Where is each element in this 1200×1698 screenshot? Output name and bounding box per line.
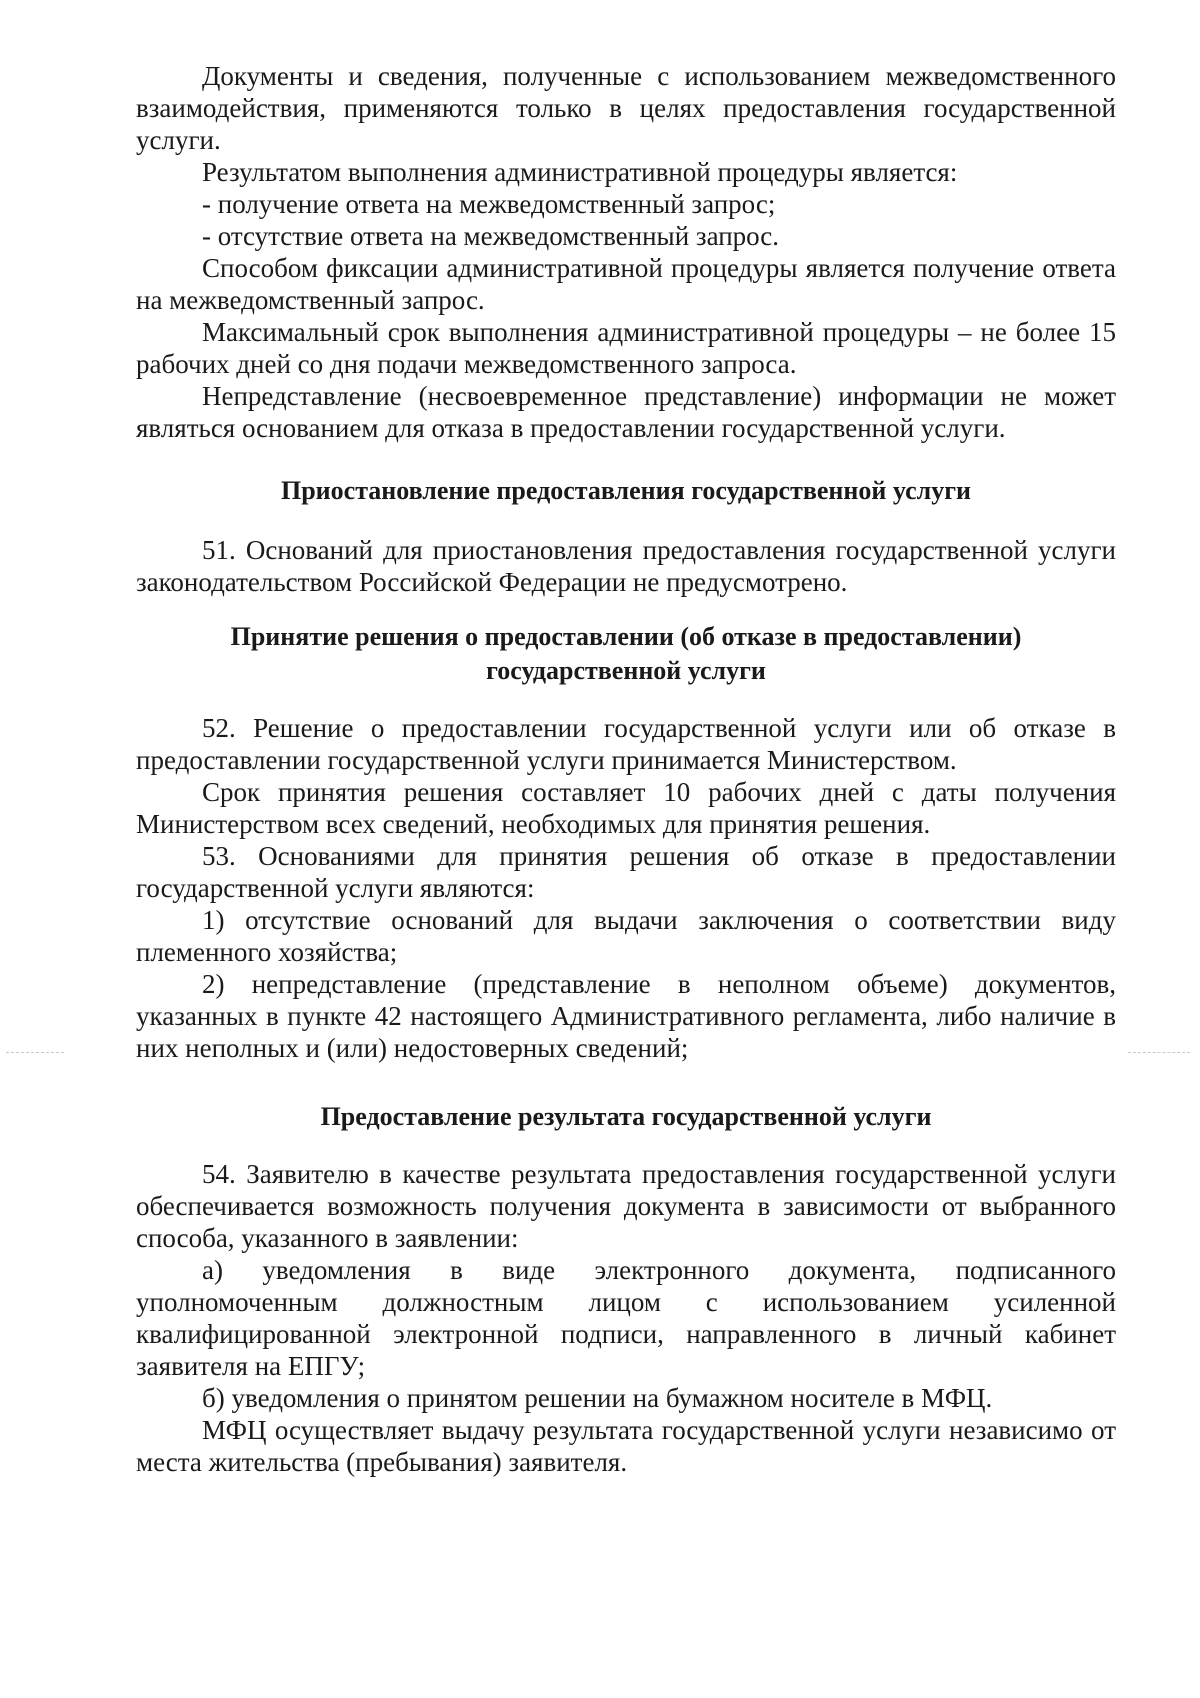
paragraph: 51. Оснований для приостановления предоставления государственной услуги законодательством Российской Федерации не предусмотрено. <box>136 535 1116 597</box>
result-block <box>136 1158 1116 1478</box>
section-heading: Принятие решения о предоставлении (об отказе в предоставлении) <box>230 622 1022 651</box>
paragraph: Результатом выполнения административной процедуры является: <box>202 157 958 187</box>
paragraph: 52. Решение о предоставлении государственной услуги или об отказе в предоставлении государственной услуги принимается Министерством. <box>136 713 1116 775</box>
paragraph: Срок принятия решения составляет 10 рабочих дней с даты получения Министерством всех сведений, необходимых для принятия решения. <box>136 777 1116 839</box>
section-heading: государственной услуги <box>486 656 766 685</box>
intro-block <box>136 60 1116 444</box>
list-item: 2) непредставление (представление в неполном объеме) документов, указанных в пункте 42 настоящего Административного регламента, либо наличие в них неполных и (или) недостоверных сведений; <box>136 969 1116 1063</box>
scan-artifact <box>6 1052 64 1053</box>
paragraph: Максимальный срок выполнения административной процедуры – не более 15 рабочих дней со дня подачи межведомственного запроса. <box>136 317 1116 379</box>
paragraph: Способом фиксации административной процедуры является получение ответа на межведомственный запрос. <box>136 253 1116 315</box>
list-item: б) уведомления о принятом решении на бумажном носителе в МФЦ. <box>202 1383 993 1413</box>
list-item: - отсутствие ответа на межведомственный запрос. <box>202 221 780 251</box>
paragraph: 54. Заявителю в качестве результата предоставления государственной услуги обеспечивается возможность получения документа в зависимости от выбранного способа, указанного в заявлении: <box>136 1159 1116 1253</box>
paragraph: МФЦ осуществляет выдачу результата государственной услуги независимо от места жительства (пребывания) заявителя. <box>136 1415 1116 1477</box>
list-item: - получение ответа на межведомственный запрос; <box>202 189 776 219</box>
section-heading: Предоставление результата государственной услуги <box>320 1102 932 1131</box>
list-item: а) уведомления в виде электронного документа, подписанного уполномоченным должностным лицом с использованием усиленной квалифицированной электронной подписи, направленного в личный кабинет заявителя на ЕПГУ; <box>136 1255 1116 1381</box>
list-item: 1) отсутствие оснований для выдачи заключения о соответствии виду племенного хозяйства; <box>136 905 1116 967</box>
section-heading: Приостановление предоставления государственной услуги <box>280 476 971 505</box>
paragraph: Непредставление (несвоевременное представление) информации не может являться основанием для отказа в предоставлении государственной услуги. <box>136 381 1116 443</box>
scan-artifact <box>1128 1052 1190 1053</box>
paragraph: 53. Основаниями для принятия решения об отказе в предоставлении государственной услуги являются: <box>136 841 1116 903</box>
paragraph: Документы и сведения, полученные с использованием межведомственного взаимодействия, применяются только в целях предоставления государственной услуги. <box>136 61 1116 155</box>
decision-block <box>136 712 1116 1064</box>
suspension-block <box>136 534 1116 598</box>
